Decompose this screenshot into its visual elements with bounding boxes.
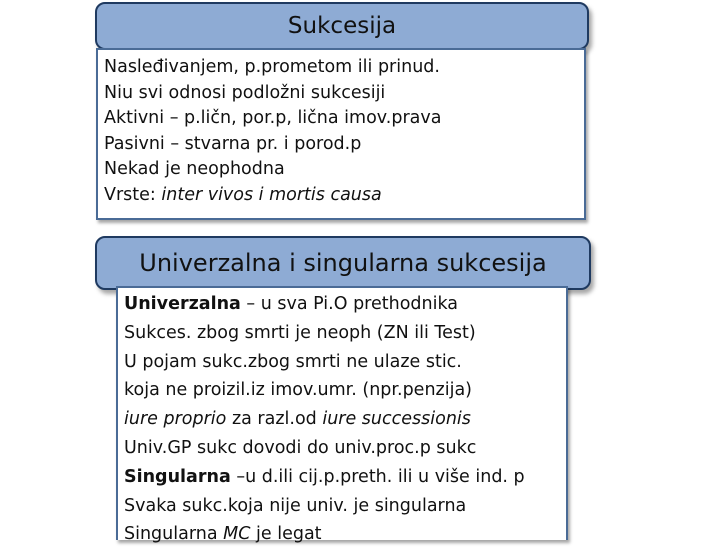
singularna-term: Singularna [124,466,231,487]
univerzalna-line-7 [124,463,560,492]
header-sukcesija-title: Sukcesija [287,13,397,39]
univerzalna-line-1 [124,290,560,319]
singularna-pre: Singularna [124,524,224,545]
sukcesija-line-4: Pasivni – stvarna pr. i porod.p [104,133,362,154]
iure-proprio: iure proprio [124,409,227,430]
univerzalna-content-box [116,286,568,545]
singularna-def: –u d.ili cij.p.preth. ili u više ind. p [230,466,525,487]
sukcesija-line-5: Nekad je neophodna [104,159,285,179]
iure-successionis: iure successionis [322,409,471,430]
univerzalna-line-9 [124,520,560,549]
sukcesija-line-2: Niu svi odnosi podložni sukcesiji [104,82,386,103]
za-razl: za razl.od [226,409,323,430]
sukcesija-content-box [96,48,586,220]
univerzalna-line-8: Svaka sukc.koja nije univ. je singularna [124,495,467,516]
univerzalna-line-2: Sukces. zbog smrti je neoph (ZN ili Test) [124,322,476,343]
sukcesija-line-1: Nasleđivanjem, p.prometom ili prinud. [104,57,440,77]
sukcesija-line-3: Aktivni – p.ličn, por.p, lična imov.prava [104,108,442,128]
mc-term: MC [223,524,251,545]
univerzalna-term: Univerzalna [124,294,241,314]
types-label: Vrste: [104,184,162,205]
types-value: inter vivos i mortis causa [161,184,382,205]
univerzalna-line-3: U pojam sukc.zbog smrti ne ulaze stic. [124,351,462,372]
univerzalna-line-6: Univ.GP sukc dovodi do univ.proc.p sukc [124,437,477,458]
header-univerzalna-singularna [95,236,591,290]
univerzalna-line-5 [124,405,560,434]
univerzalna-def: – u sva Pi.O prethodnika [240,294,459,314]
legat-post: je legat [250,524,322,545]
header-sukcesija [95,2,589,50]
univerzalna-line-4: koja ne proizil.iz imov.umr. (npr.penzija) [124,380,472,401]
header-univerzalna-singularna-title: Univerzalna i singularna sukcesija [139,249,547,277]
sukcesija-line-6 [104,183,578,209]
